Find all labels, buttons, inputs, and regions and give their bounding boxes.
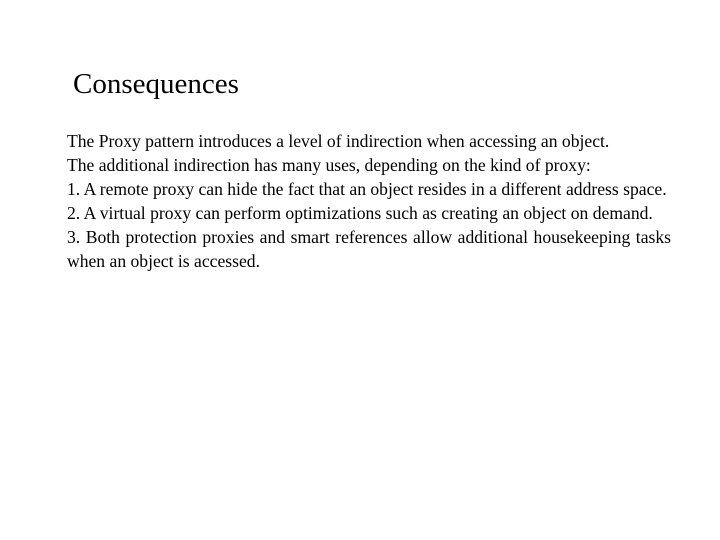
slide-title: Consequences xyxy=(73,68,239,100)
paragraph-protection-proxies: 3. Both protection proxies and smart references allow additional housekeeping tasks when an object is accessed. xyxy=(67,227,671,271)
paragraph-virtual-proxy: 2. A virtual proxy can perform optimizations such as creating an object on demand. xyxy=(67,203,653,223)
paragraph-intro: The Proxy pattern introduces a level of indirection when accessing an object. xyxy=(67,131,610,151)
slide-body xyxy=(67,129,671,273)
paragraph-uses: The additional indirection has many uses, depending on the kind of proxy: xyxy=(67,155,591,175)
paragraph-remote-proxy: 1. A remote proxy can hide the fact that an object resides in a different address space. xyxy=(67,179,667,199)
